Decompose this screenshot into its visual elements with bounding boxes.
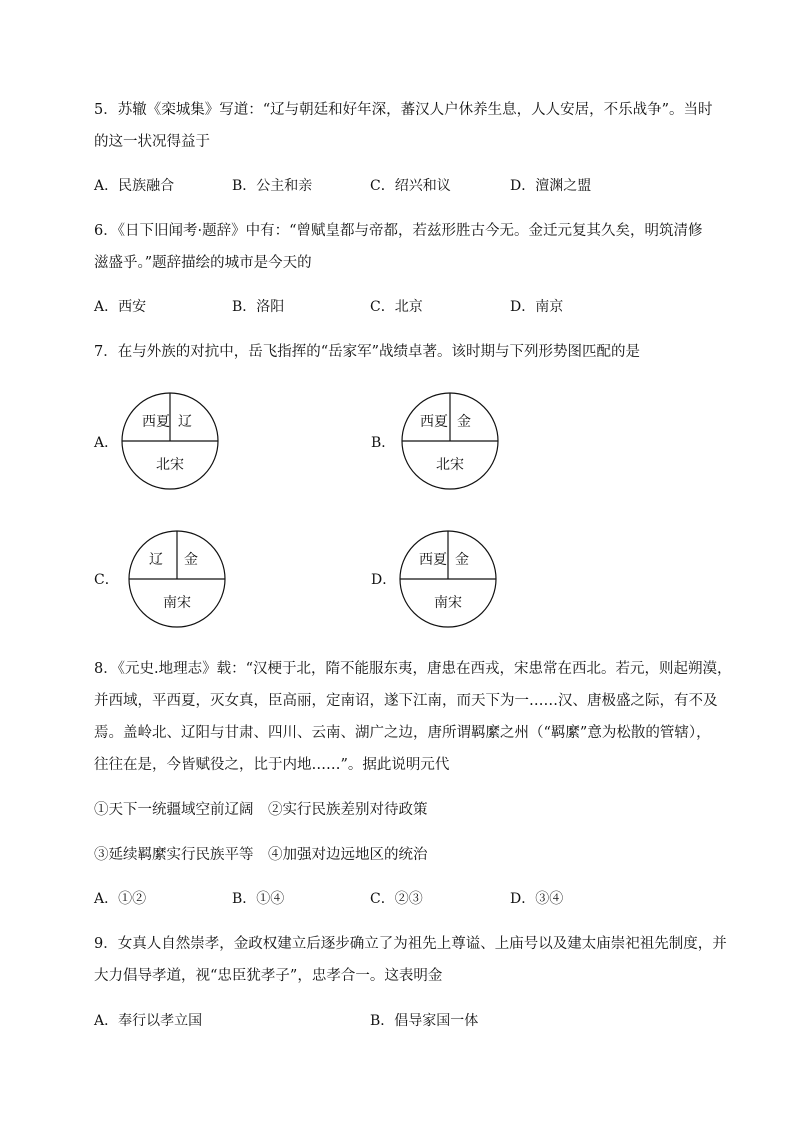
q8-statements-1-2: ①天下一统疆域空前辽阔 ②实行民族差别对待政策 [94, 802, 428, 818]
q6-option-b[interactable]: B．洛阳 [232, 299, 285, 315]
map-region-left: 西夏 [142, 414, 170, 430]
map-region-bottom: 北宋 [436, 457, 464, 473]
q6-option-d[interactable]: D．南京 [510, 299, 564, 315]
q7-map-d[interactable] [398, 532, 498, 626]
map-region-bottom: 南宋 [434, 595, 462, 611]
map-region-right: 辽 [178, 414, 192, 430]
q6-option-c[interactable]: C．北京 [370, 299, 423, 315]
q6-stem-line2: 滋盛乎。”题辞描绘的城市是今天的 [94, 255, 312, 271]
q7-option-d-label[interactable]: D． [371, 572, 397, 588]
q5-option-b[interactable]: B．公主和亲 [232, 178, 313, 194]
q7-map-b[interactable] [400, 394, 500, 488]
q7-option-b-label[interactable]: B． [371, 435, 396, 451]
q9-stem-line1: 9．女真人自然崇孝，金政权建立后逐步确立了为祖先上尊谥、上庙号以及建太庙崇祀祖先制度，并 [94, 936, 727, 952]
map-region-left: 西夏 [419, 552, 447, 568]
q7-map-a[interactable] [120, 394, 220, 488]
q9-option-b[interactable]: B．倡导家国一体 [370, 1013, 479, 1029]
q5-option-c[interactable]: C．绍兴和议 [370, 178, 451, 194]
q8-option-b[interactable]: B．①④ [232, 891, 285, 907]
map-region-left: 西夏 [420, 414, 448, 430]
q5-option-a[interactable]: A．民族融合 [94, 178, 175, 194]
q8-stem-line3: 焉。盖岭北、辽阳与甘肃、四川、云南、湖广之边，唐所谓羁縻之州（“羁縻”意为松散的管辖）， [94, 725, 711, 741]
q8-option-d[interactable]: D．③④ [510, 891, 564, 907]
map-region-bottom: 南宋 [163, 595, 191, 611]
map-region-bottom: 北宋 [156, 457, 184, 473]
q7-map-c[interactable] [127, 532, 227, 626]
q8-option-c[interactable]: C．②③ [370, 891, 423, 907]
q5-option-d[interactable]: D．澶渊之盟 [510, 178, 592, 194]
q5-stem-line1: 5．苏辙《栾城集》写道：“辽与朝廷和好年深，蕃汉人户休养生息，人人安居，不乐战争”。当时 [94, 102, 713, 118]
map-region-left: 辽 [149, 552, 163, 568]
q8-stem-line2: 并西域，平西夏，灭女真，臣高丽，定南诏，遂下江南，而天下为一……汉、唐极盛之际，有不及 [94, 693, 718, 709]
q9-option-a[interactable]: A．奉行以孝立国 [94, 1013, 203, 1029]
map-region-right: 金 [184, 552, 198, 568]
q8-option-a[interactable]: A．①② [94, 891, 147, 907]
q7-stem: 7．在与外族的对抗中，岳飞指挥的“岳家军”战绩卓著。该时期与下列形势图匹配的是 [94, 344, 641, 360]
map-region-right: 金 [457, 414, 471, 430]
q6-stem-line1: 6．《日下旧闻考·题辞》中有：“曾赋皇都与帝都，若兹形胜古今无。金迁元复其久矣，明筑清修 [94, 223, 703, 239]
q8-stem-line4: 往往在是，今皆赋役之，比于内地……”。据此说明元代 [94, 757, 450, 773]
q7-option-c-label[interactable]: C． [94, 572, 119, 588]
map-region-right: 金 [455, 552, 469, 568]
q5-stem-line2: 的这一状况得益于 [94, 134, 210, 150]
q9-stem-line2: 大力倡导孝道，视“忠臣犹孝子”，忠孝合一。这表明金 [94, 968, 443, 984]
q6-option-a[interactable]: A．西安 [94, 299, 147, 315]
q7-option-a-label[interactable]: A． [94, 435, 119, 451]
q8-statements-3-4: ③延续羁縻实行民族平等 ④加强对边远地区的统治 [94, 847, 428, 863]
q8-stem-line1: 8．《元史.地理志》载：“汉梗于北，隋不能服东夷，唐患在西戎，宋患常在西北。若元，则起朔漠， [94, 661, 732, 677]
